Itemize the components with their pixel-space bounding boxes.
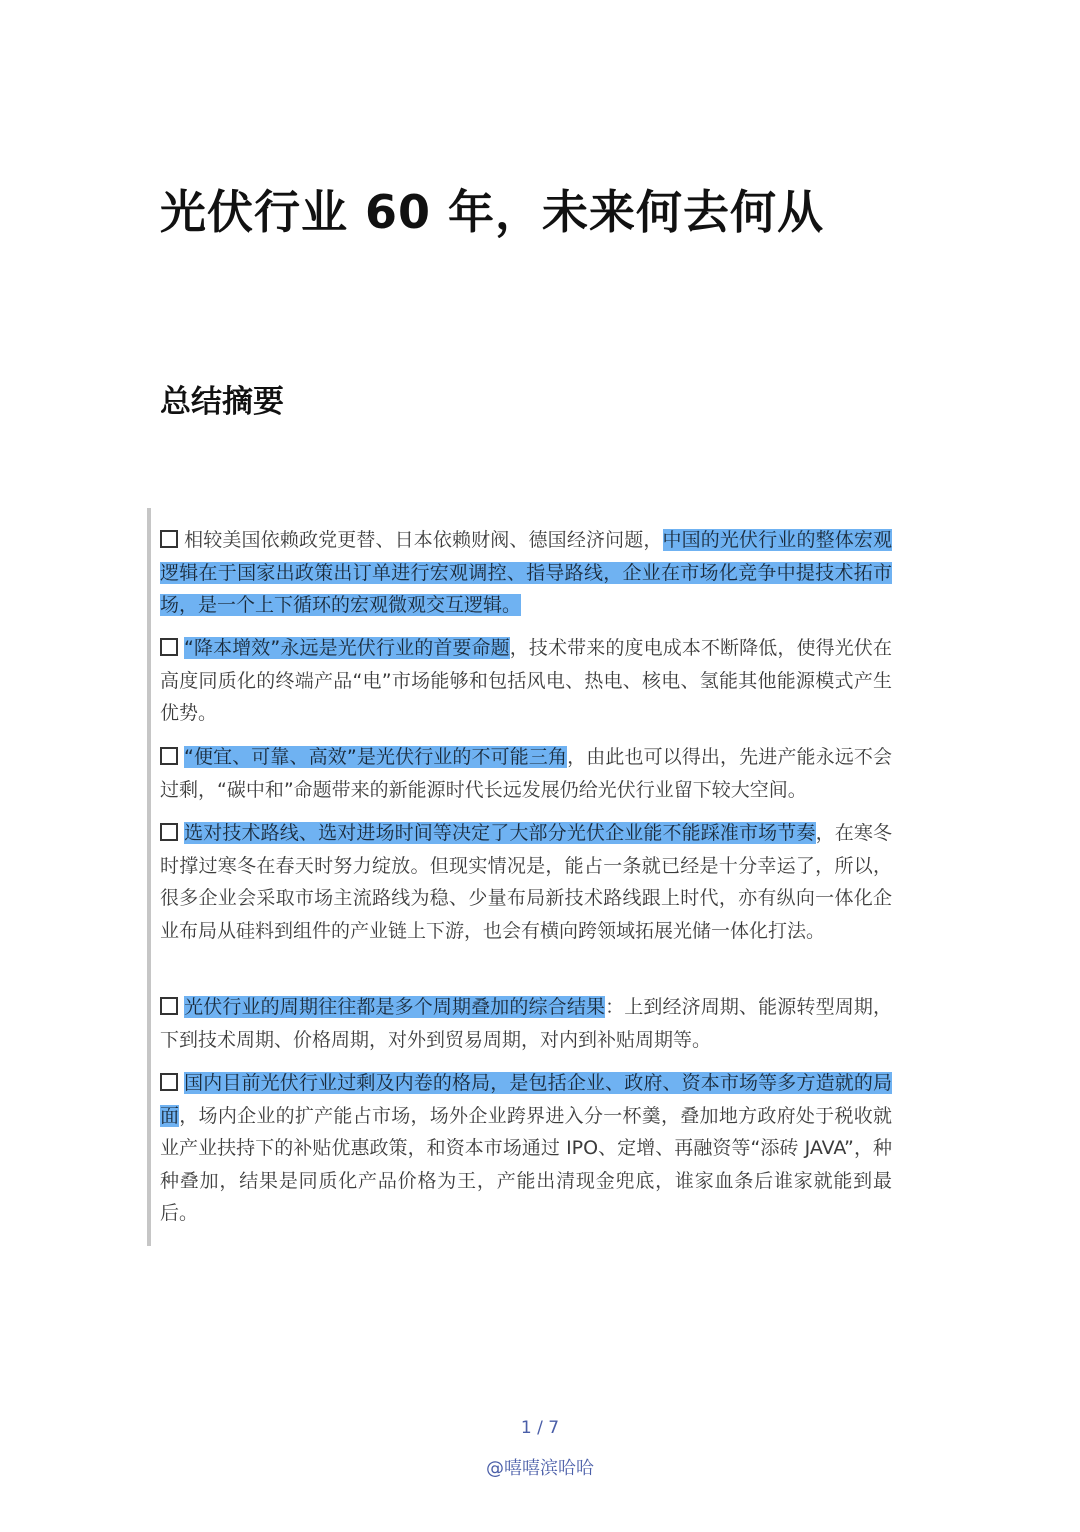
item-text: ，技术带来的度电成本不断降低，使得光伏在高度同质化的终端产品“电”市场能够和包括风电、热电、核电、氢能其他能源模式产生优势。 bbox=[160, 637, 892, 724]
highlighted-text: 中国的光伏行业的整体宏观逻辑在于国家出政策出订单进行宏观调控、指导路线，企业在市场化竞争中提技术拓市场，是一个上下循环的宏观微观交互逻辑。 bbox=[160, 529, 892, 616]
checkbox-icon bbox=[160, 530, 178, 548]
summary-item-5 bbox=[160, 991, 892, 1056]
highlighted-text: 选对技术路线、选对进场时间等决定了大部分光伏企业能不能踩准市场节奏 bbox=[184, 822, 816, 844]
summary-item-1 bbox=[160, 524, 892, 622]
item-text: ，由此也可以得出，先进产能永远不会过剩，“碳中和”命题带来的新能源时代长远发展仍给光伏行业留下较大空间。 bbox=[160, 746, 892, 801]
document-title: 光伏行业 60 年，未来何去何从 bbox=[160, 185, 825, 239]
section-title: 总结摘要 bbox=[160, 384, 284, 420]
item-text: ，场内企业的扩产能占市场，场外企业跨界进入分一杯羹，叠加地方政府处于税收就业产业扶持下的补贴优惠政策，和资本市场通过 IPO、定增、再融资等“添砖 JAVA”，种种叠加，结果是同质化产品价格为王，产能出清现金兜底，谁家血条后谁家就能到最后。 bbox=[160, 1104, 892, 1224]
summary-item-2 bbox=[160, 632, 892, 730]
summary-item-6 bbox=[160, 1067, 892, 1230]
checkbox-icon bbox=[160, 1073, 178, 1091]
item-text: ：上到经济周期、能源转型周期，下到技术周期、价格周期，对外到贸易周期，对内到补贴周期等。 bbox=[160, 996, 892, 1051]
highlighted-text: 光伏行业的周期往往都是多个周期叠加的综合结果 bbox=[184, 996, 606, 1018]
checkbox-icon bbox=[160, 638, 178, 656]
author-handle: @嘻嘻滨哈哈 bbox=[486, 1458, 594, 1479]
checkbox-icon bbox=[160, 997, 178, 1015]
item-text: 相较美国依赖政党更替、日本依赖财阀、德国经济问题， bbox=[184, 529, 663, 551]
highlighted-text: “便宜、可靠、高效”是光伏行业的不可能三角 bbox=[184, 746, 568, 768]
highlighted-text: “降本增效”永远是光伏行业的首要命题 bbox=[184, 637, 510, 659]
summary-item-3 bbox=[160, 741, 892, 806]
item-text: ，在寒冬时撑过寒冬在春天时努力绽放。但现实情况是，能占一条就已经是十分幸运了，所以，很多企业会采取市场主流路线为稳、少量布局新技术路线跟上时代，亦有纵向一体化企业布局从硅料到组件的产业链上下游，也会有横向跨领域拓展光储一体化打法。 bbox=[160, 822, 892, 942]
checkbox-icon bbox=[160, 823, 178, 841]
highlighted-text: 国内目前光伏行业过剩及内卷的格局，是包括企业、政府、资本市场等多方造就的局面 bbox=[160, 1072, 892, 1127]
page-indicator: 1 / 7 bbox=[520, 1418, 560, 1438]
summary-item-4 bbox=[160, 817, 892, 947]
checkbox-icon bbox=[160, 747, 178, 765]
